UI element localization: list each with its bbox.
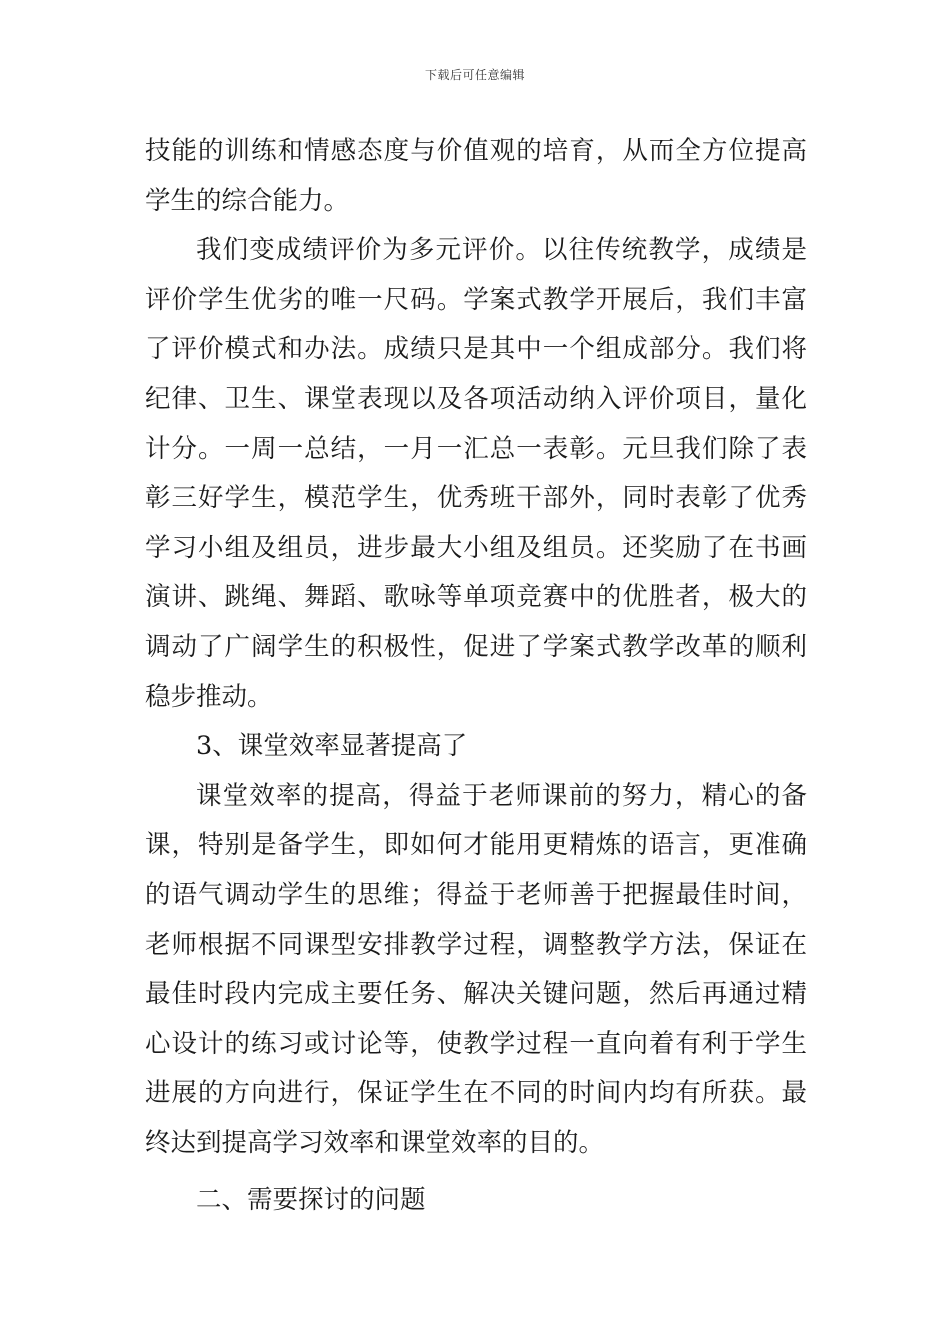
section-heading-2: 二、需要探讨的问题 xyxy=(196,1185,426,1216)
document-body xyxy=(145,127,807,1226)
paragraph-evaluation: 我们变成绩评价为多元评价。以往传统教学，成绩是评价学生优劣的唯一尺码。学案式教学开展后，我们丰富了评价模式和办法。成绩只是其中一个组成部分。我们将纪律、卫生、课堂表现以及各项活动纳入评价项目，量化计分。一周一总结，一月一汇总一表彰。元旦我们除了表彰三好学生，模范学生，优秀班干部外，同时表彰了优秀学习小组及组员，进步最大小组及组员。还奖励了在书画演讲、跳绳、舞蹈、歌咏等单项竞赛中的优胜者，极大的调动了广阔学生的积极性，促进了学案式教学改革的顺利稳步推动。 xyxy=(145,235,807,712)
section-heading-3: 3、课堂效率显著提高了 xyxy=(196,731,468,762)
page-header: 下载后可任意编辑 xyxy=(424,68,525,82)
paragraph-efficiency: 课堂效率的提高，得益于老师课前的努力，精心的备课，特别是备学生，即如何才能用更精炼的语言，更准确的语气调动学生的思维；得益于老师善于把握最佳时间，老师根据不同课型安排教学过程，调整教学方法，保证在最佳时段内完成主要任务、解决关键问题，然后再通过精心设计的练习或讨论等，使教学过程一直向着有利于学生进展的方向进行，保证学生在不同的时间内均有所获。最终达到提高学习效率和课堂效率的目的。 xyxy=(145,780,807,1158)
paragraph-continuation: 技能的训练和情感态度与价值观的培育，从而全方位提高学生的综合能力。 xyxy=(145,136,807,216)
